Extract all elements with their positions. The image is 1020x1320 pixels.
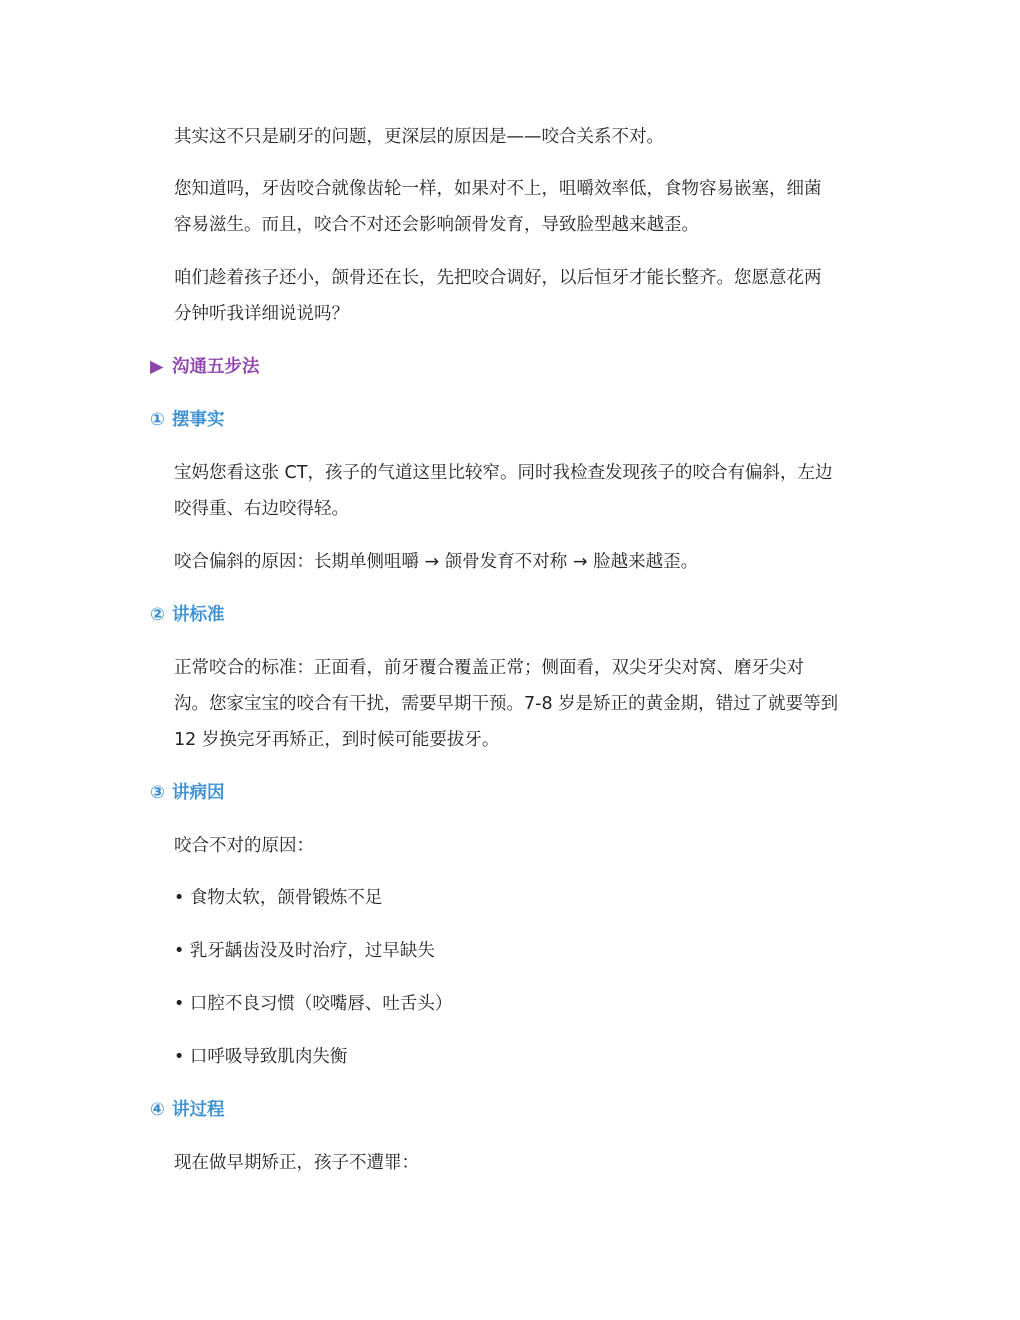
- list-item: • 食物太软，颌骨锻炼不足: [174, 888, 383, 908]
- step1-paragraph-2: [174, 544, 874, 580]
- step4-intro: [174, 1145, 874, 1181]
- step2-paragraph: [174, 650, 874, 758]
- step-number-1: ①: [150, 410, 165, 430]
- step2-line1: 正常咬合的标准：正面看，前牙覆合覆盖正常；侧面看，双尖牙尖对窝、磨牙尖对: [174, 658, 804, 678]
- step1-p2-text: 咬合偏斜的原因：长期单侧咀嚼 → 颌骨发育不对称 → 脸越来越歪。: [174, 552, 699, 572]
- step3-intro-text: 咬合不对的原因：: [174, 836, 314, 856]
- list-item: • 口呼吸导致肌肉失衡: [174, 1047, 348, 1067]
- triangle-right-icon: ▶: [150, 357, 164, 377]
- intro-paragraph-1: [174, 119, 874, 155]
- step-number-2: ②: [150, 605, 165, 625]
- intro-p2-line1: 您知道吗，牙齿咬合就像齿轮一样，如果对不上，咀嚼效率低，食物容易嵌塞，细菌: [174, 179, 822, 199]
- step-heading-4: [150, 1096, 225, 1124]
- intro-paragraph-2: [174, 171, 874, 243]
- list-item: • 口腔不良习惯（咬嘴唇、吐舌头）: [174, 994, 453, 1014]
- step3-intro: [174, 828, 874, 864]
- step1-paragraph-1: [174, 455, 874, 527]
- step-title-4: 讲过程: [172, 1100, 225, 1120]
- step2-line2: 沟。您家宝宝的咬合有干扰，需要早期干预。7-8 岁是矫正的黄金期，错过了就要等到: [174, 694, 839, 714]
- step-heading-3: [150, 779, 225, 807]
- step-title-3: 讲病因: [172, 783, 225, 803]
- intro-p1-text: 其实这不只是刷牙的问题，更深层的原因是——咬合关系不对。: [174, 127, 664, 147]
- intro-p2-line2: 容易滋生。而且，咬合不对还会影响颌骨发育，导致脸型越来越歪。: [174, 215, 699, 235]
- step1-p1-line1: 宝妈您看这张 CT，孩子的气道这里比较窄。同时我检查发现孩子的咬合有偏斜，左边: [174, 463, 833, 483]
- step2-line3: 12 岁换完牙再矫正，到时候可能要拔牙。: [174, 730, 500, 750]
- step-title-1: 摆事实: [172, 410, 225, 430]
- section-title: 沟通五步法: [172, 357, 260, 377]
- intro-paragraph-3: [174, 260, 874, 332]
- list-item: • 乳牙龋齿没及时治疗，过早缺失: [174, 941, 435, 961]
- step-heading-1: [150, 406, 225, 434]
- step4-intro-text: 现在做早期矫正，孩子不遭罪：: [174, 1153, 419, 1173]
- intro-p3-line1: 咱们趁着孩子还小，颌骨还在长，先把咬合调好，以后恒牙才能长整齐。您愿意花两: [174, 268, 822, 288]
- step-title-2: 讲标准: [172, 605, 225, 625]
- step-number-4: ④: [150, 1100, 165, 1120]
- step1-p1-line2: 咬得重、右边咬得轻。: [174, 499, 349, 519]
- section-heading-communication-steps: [150, 353, 260, 381]
- intro-p3-line2: 分钟听我详细说说吗？: [174, 304, 349, 324]
- step-number-3: ③: [150, 783, 165, 803]
- step-heading-2: [150, 601, 225, 629]
